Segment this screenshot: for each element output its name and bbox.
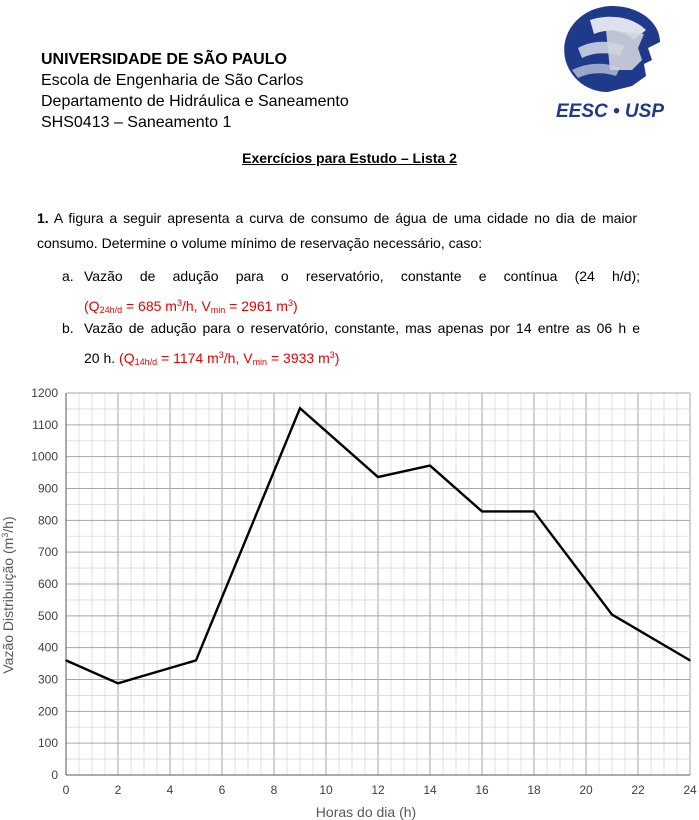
x-tick-label: 6: [218, 783, 226, 797]
question-number: 1.: [37, 210, 49, 226]
x-tick-label: 12: [371, 783, 385, 797]
x-tick-label: 4: [166, 783, 174, 797]
header-block: [41, 49, 349, 133]
data-point: [377, 476, 379, 478]
x-tick-label: 22: [631, 783, 645, 797]
school-name: Escola de Engenharia de São Carlos: [41, 72, 304, 89]
data-point: [117, 683, 119, 685]
item-text: Vazão de adução para o reservatório, constante, mas apenas por 14 entre as 06 h e: [84, 320, 640, 336]
y-tick-label: 900: [37, 481, 58, 496]
y-tick-label: 300: [37, 672, 58, 687]
data-point: [299, 407, 301, 409]
item-text: Vazão de adução para o reservatório, constante e contínua (24 h/d);: [84, 268, 640, 284]
y-axis-label: Vazão Distribuição $(m^3/h)$: [0, 516, 16, 674]
data-point: [429, 465, 431, 467]
list-item-b: [62, 315, 640, 376]
y-tick-label: 800: [37, 513, 58, 528]
y-tick-label: 200: [37, 704, 58, 719]
data-point: [195, 660, 197, 662]
answer-b: ($Q_{14h/d} = 1174$ $m^3/h$, $V_{min} = 3933$ $m^3$): [119, 350, 340, 367]
x-tick-label: 18: [527, 783, 541, 797]
y-tick-label: 500: [37, 608, 58, 623]
x-tick-label: 20: [579, 783, 593, 797]
x-tick-label: 14: [423, 783, 437, 797]
answer-a: ($Q_{24h/d} = 685$ $m^3/h$, $V_{min} = 2961$ $m^3$): [84, 298, 298, 315]
y-tick-label: 600: [37, 577, 58, 591]
item-label: a.: [62, 268, 74, 284]
x-tick-label: 10: [319, 783, 333, 797]
institution-name: UNIVERSIDADE DE SÃO PAULO: [41, 51, 287, 68]
x-tick-label: 16: [475, 783, 489, 797]
page-title: Exercícios para Estudo – Lista 2: [242, 150, 457, 166]
data-point: [533, 511, 535, 513]
y-tick-label: 1200: [31, 386, 58, 400]
x-tick-label: 8: [270, 783, 278, 797]
item-label: b.: [62, 320, 74, 336]
department-name: Departamento de Hidráulica e Saneamento: [41, 93, 349, 110]
y-tick-label: 0: [51, 768, 58, 782]
item-text-cont: 20 h. ($Q_{14h/d} = 1174$ $m^3/h$, $V_{min} = 3933$ $m^3$): [84, 350, 340, 367]
chart-grid: [66, 393, 690, 775]
x-tick-label: 24: [683, 783, 697, 797]
y-tick-label: 400: [37, 640, 58, 655]
eesc-usp-logo: [548, 0, 673, 125]
data-point: [689, 660, 691, 662]
y-tick-label: 100: [37, 736, 58, 751]
x-tick-labels: [63, 783, 697, 797]
x-tick-label: 0: [62, 783, 70, 797]
data-point: [481, 511, 483, 513]
consumption-chart: [0, 380, 699, 820]
x-tick-label: 2: [114, 783, 122, 797]
question-text: A figura a seguir apresenta a curva de consumo de água de uma cidade no dia de maior consumo. Determine o volume mínimo de reservação necessário, caso:: [37, 210, 637, 251]
logo-text: EESC • USP: [555, 101, 665, 122]
question-paragraph: [37, 206, 637, 256]
course-name: SHS0413 – Saneamento 1: [41, 114, 232, 131]
y-tick-label: 1000: [31, 449, 58, 464]
y-tick-label: 1100: [32, 417, 58, 432]
x-axis-label: Horas do dia (h): [315, 804, 417, 820]
y-tick-label: 700: [37, 545, 58, 560]
data-point: [611, 614, 613, 616]
data-point: [65, 660, 67, 662]
y-tick-labels: [31, 386, 58, 782]
